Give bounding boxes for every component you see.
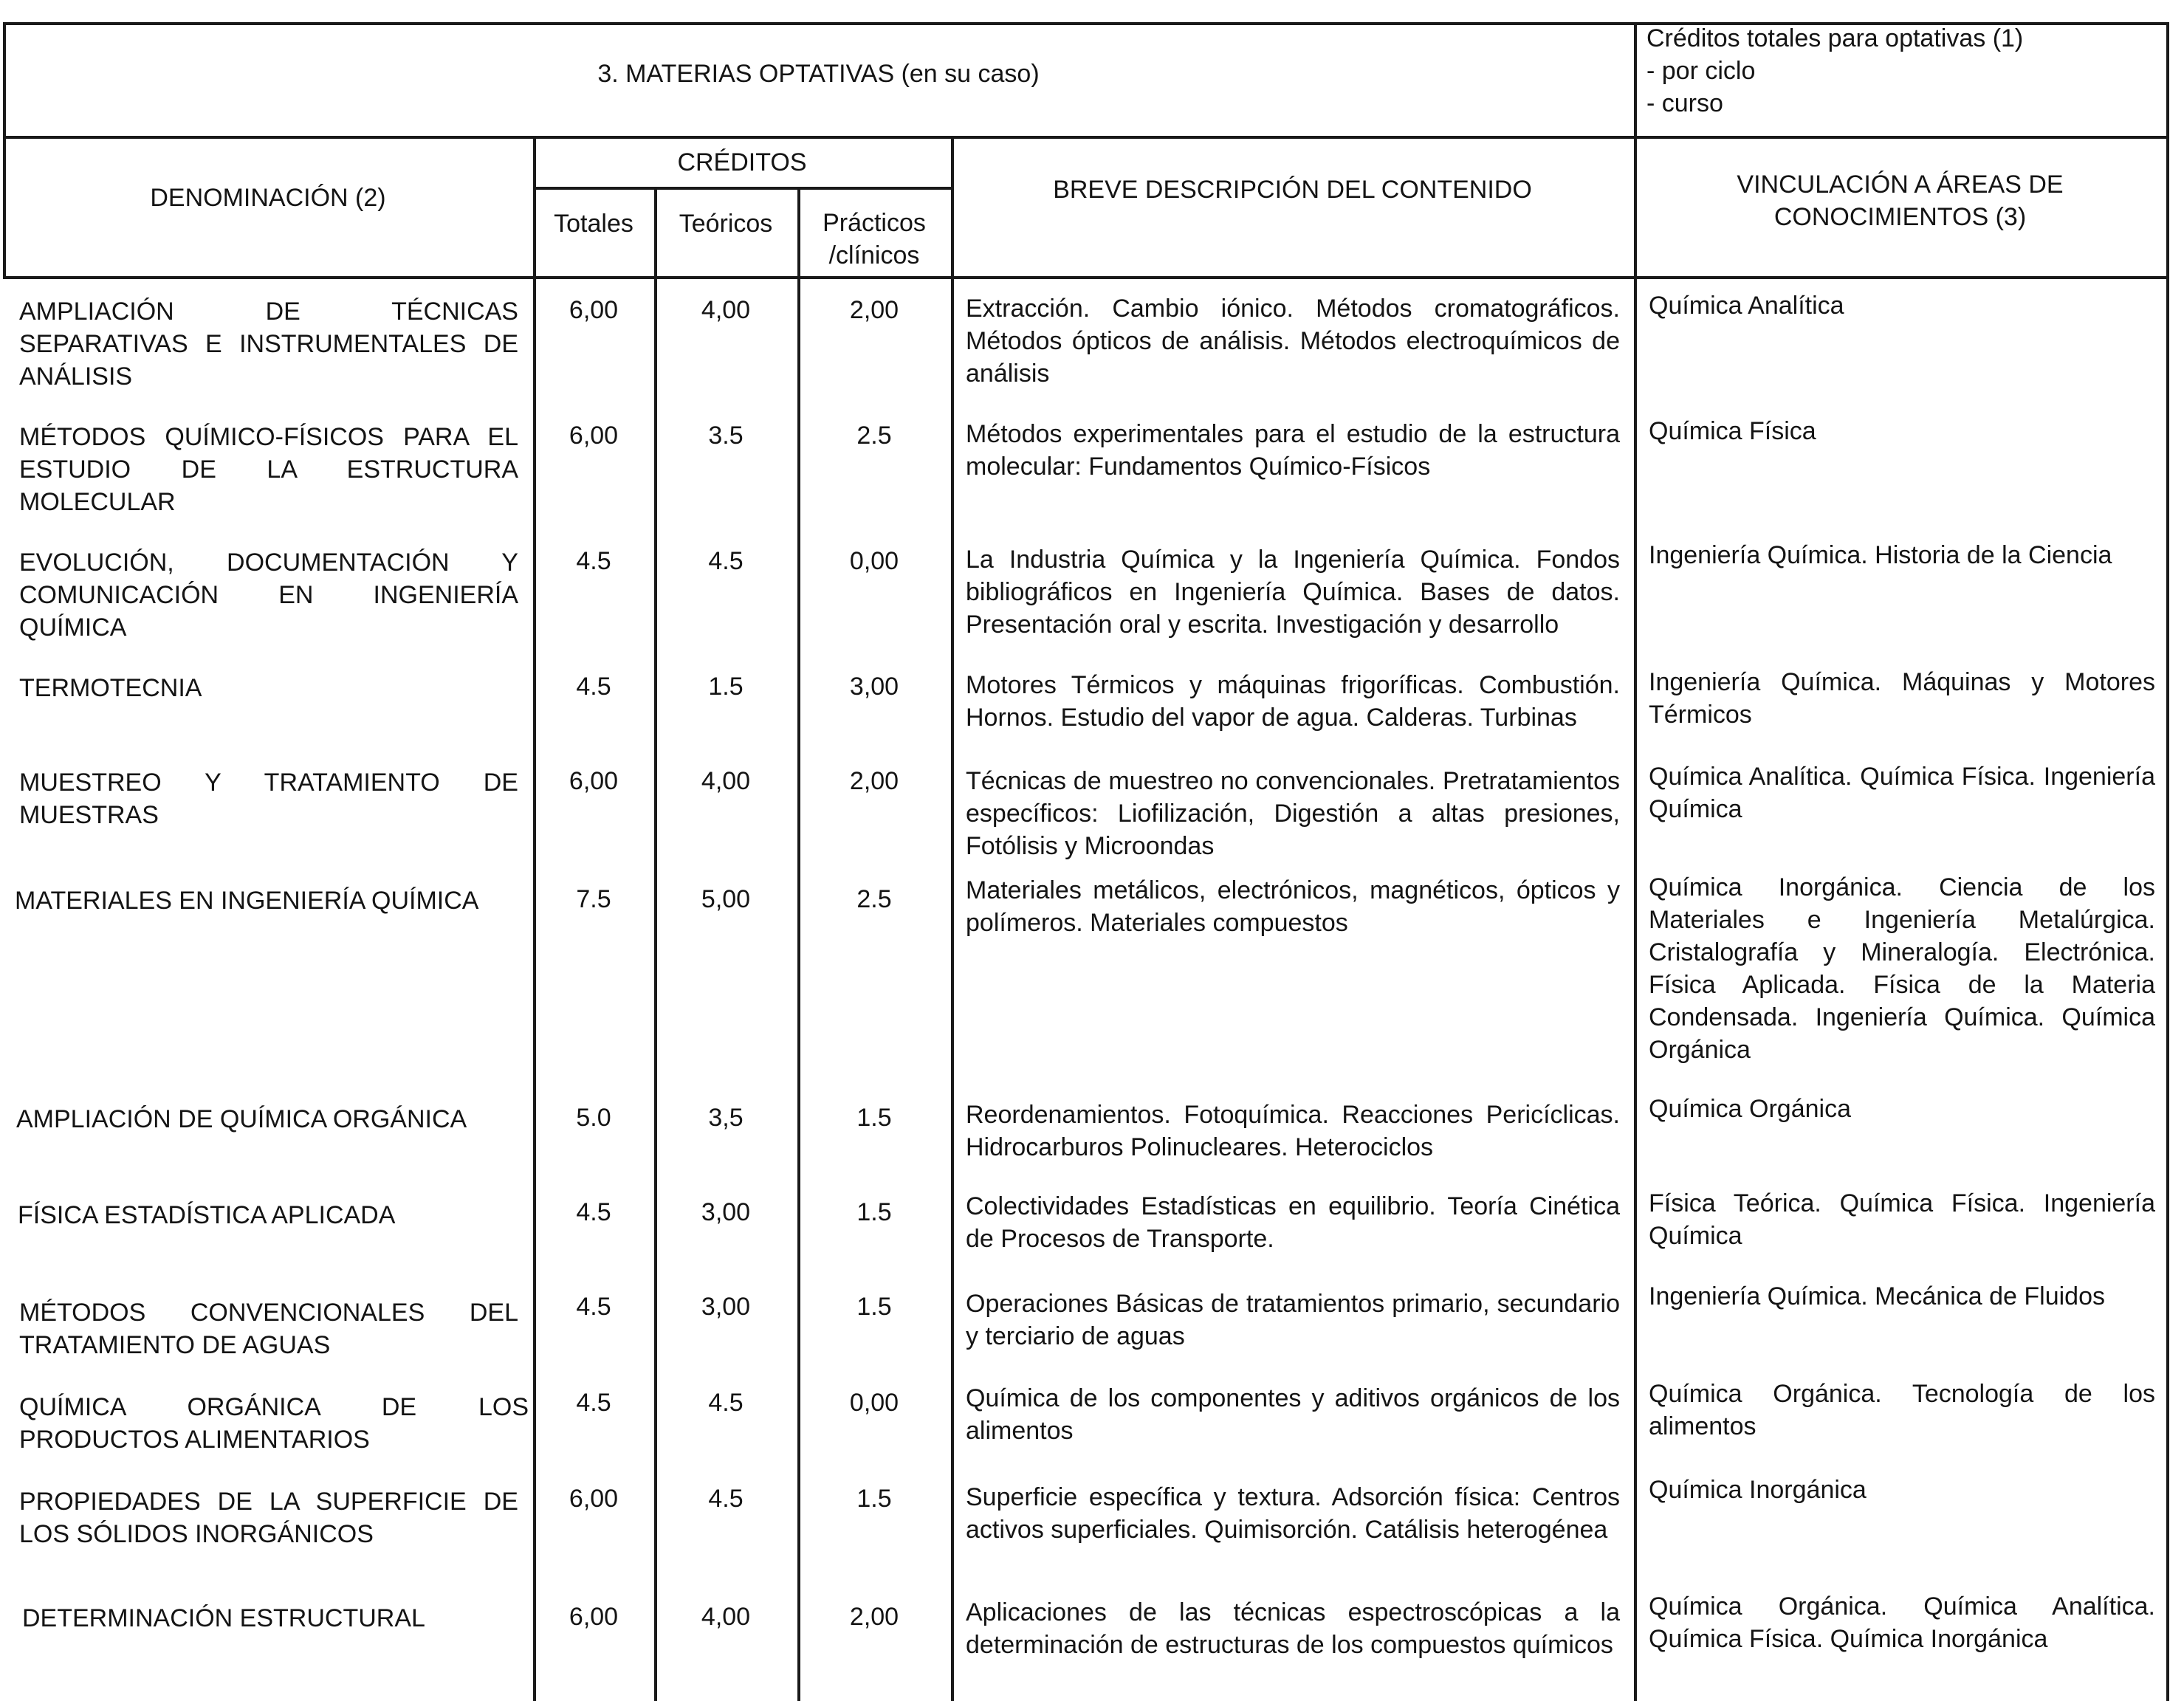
row-teoricos: 3,00 bbox=[701, 1198, 751, 1226]
creditos-subheader-line bbox=[533, 187, 951, 190]
column-header-descripcion: BREVE DESCRIPCIÓN DEL CONTENIDO bbox=[1053, 176, 1532, 204]
row-practicos: 2.5 bbox=[856, 885, 892, 913]
col-divider-descripcion bbox=[951, 136, 954, 1701]
row-practicos: 0,00 bbox=[849, 1389, 899, 1417]
row-totales: 5.0 bbox=[576, 1104, 611, 1132]
row-practicos: 3,00 bbox=[849, 673, 899, 701]
row-totales: 4.5 bbox=[576, 1389, 611, 1417]
column-header-teoricos: Teóricos bbox=[679, 210, 773, 238]
column-header-denominacion: DENOMINACIÓN (2) bbox=[150, 184, 386, 212]
row-descripcion: Reordenamientos. Fotoquímica. Reacciones Pericíclicas. Hidrocarburos Polinucleares. Heterociclos bbox=[966, 1101, 1620, 1161]
row-denominacion: EVOLUCIÓN, DOCUMENTACIÓN Y COMUNICACIÓN EN INGENIERÍA QUÍMICA bbox=[19, 549, 518, 642]
row-descripcion: Colectividades Estadísticas en equilibrio. Teoría Cinética de Procesos de Transporte. bbox=[966, 1192, 1620, 1253]
row-practicos: 2,00 bbox=[849, 296, 899, 324]
row-descripcion: Química de los componentes y aditivos orgánicos de los alimentos bbox=[966, 1384, 1620, 1445]
row-totales: 4.5 bbox=[576, 1293, 611, 1321]
row-practicos: 1.5 bbox=[856, 1485, 892, 1513]
column-header-totales: Totales bbox=[554, 210, 633, 238]
col-divider-teoricos bbox=[797, 187, 800, 1701]
column-header-creditos: CRÉDITOS bbox=[677, 148, 807, 176]
table-right-border bbox=[2166, 22, 2169, 1701]
row-teoricos: 4,00 bbox=[701, 1603, 751, 1631]
row-practicos: 2,00 bbox=[849, 767, 899, 795]
col-divider-vinculacion bbox=[1634, 22, 1637, 1701]
row-totales: 6,00 bbox=[569, 422, 619, 450]
row-area: Química Física bbox=[1649, 417, 1816, 445]
column-header-bottom-line bbox=[3, 276, 2169, 279]
row-denominacion: TERMOTECNIA bbox=[19, 674, 202, 702]
row-totales: 4.5 bbox=[576, 547, 611, 575]
row-totales: 6,00 bbox=[569, 1603, 619, 1631]
row-teoricos: 1.5 bbox=[708, 673, 744, 701]
row-denominacion: MÉTODOS QUÍMICO-FÍSICOS PARA EL ESTUDIO DE LA ESTRUCTURA MOLECULAR bbox=[19, 423, 518, 516]
row-teoricos: 3.5 bbox=[708, 422, 744, 450]
row-teoricos: 4.5 bbox=[708, 547, 744, 575]
row-descripcion: Superficie específica y textura. Adsorción física: Centros activos superficiales. Quimisorción. Catálisis heterogénea bbox=[966, 1483, 1620, 1544]
row-practicos: 1.5 bbox=[856, 1198, 892, 1226]
row-practicos: 0,00 bbox=[849, 547, 899, 575]
row-denominacion: MATERIALES EN INGENIERÍA QUÍMICA bbox=[15, 887, 479, 915]
row-denominacion: PROPIEDADES DE LA SUPERFICIE DE LOS SÓLIDOS INORGÁNICOS bbox=[19, 1488, 518, 1548]
row-area: Química Inorgánica. Ciencia de los Materiales e Ingeniería Metalúrgica. Cristalografía y Mineralogía. Electrónica. Física Aplicada. Física de la Materia Condensada. Ingeniería Química. Química Orgánica bbox=[1649, 873, 2155, 1064]
row-descripcion: Técnicas de muestreo no convencionales. Pretratamientos específicos: Liofilización, Digestión a altas presiones, Fotólisis y Microondas bbox=[966, 767, 1620, 860]
row-area: Química Inorgánica bbox=[1649, 1476, 1867, 1504]
row-totales: 4.5 bbox=[576, 673, 611, 701]
row-area: Química Orgánica. Tecnología de los alimentos bbox=[1649, 1380, 2155, 1440]
row-descripcion: La Industria Química y la Ingeniería Química. Fondos bibliográficos en Ingeniería Química. Bases de datos. Presentación oral y escrita. Investigación y desarrollo bbox=[966, 546, 1620, 639]
row-descripcion: Materiales metálicos, electrónicos, magnéticos, ópticos y polímeros. Materiales compuestos bbox=[966, 876, 1620, 937]
column-header-vinculacion: VINCULACIÓN A ÁREAS DE CONOCIMIENTOS (3) bbox=[1737, 171, 2064, 231]
header-separator-line bbox=[3, 136, 2169, 139]
row-practicos: 1.5 bbox=[856, 1293, 892, 1321]
row-denominacion: QUÍMICA ORGÁNICA DE LOS PRODUCTOS ALIMENTARIOS bbox=[19, 1393, 529, 1454]
row-totales: 6,00 bbox=[569, 1485, 619, 1513]
row-totales: 4.5 bbox=[576, 1198, 611, 1226]
row-practicos: 1.5 bbox=[856, 1104, 892, 1132]
row-denominacion: AMPLIACIÓN DE QUÍMICA ORGÁNICA bbox=[16, 1105, 467, 1133]
row-teoricos: 5,00 bbox=[701, 885, 751, 913]
row-teoricos: 3,00 bbox=[701, 1293, 751, 1321]
row-area: Ingeniería Química. Mecánica de Fluidos bbox=[1649, 1282, 2105, 1310]
optional-credits-box: Créditos totales para optativas (1) - por ciclo - curso bbox=[1646, 24, 2024, 117]
row-descripcion: Aplicaciones de las técnicas espectroscópicas a la determinación de estructuras de los compuestos químicos bbox=[966, 1598, 1620, 1659]
row-denominacion: FÍSICA ESTADÍSTICA APLICADA bbox=[18, 1201, 396, 1229]
col-divider-totales bbox=[654, 187, 657, 1701]
row-area: Ingeniería Química. Historia de la Ciencia bbox=[1649, 541, 2112, 569]
row-area: Física Teórica. Química Física. Ingeniería Química bbox=[1649, 1189, 2155, 1250]
row-descripcion: Operaciones Básicas de tratamientos primario, secundario y terciario de aguas bbox=[966, 1290, 1620, 1350]
row-teoricos: 4.5 bbox=[708, 1485, 744, 1513]
row-area: Química Orgánica bbox=[1649, 1095, 1851, 1123]
row-denominacion: MUESTREO Y TRATAMIENTO DE MUESTRAS bbox=[19, 769, 518, 829]
row-practicos: 2.5 bbox=[856, 422, 892, 450]
column-header-practicos: Prácticos /clínicos bbox=[823, 209, 926, 269]
row-area: Ingeniería Química. Máquinas y Motores Térmicos bbox=[1649, 668, 2155, 729]
row-totales: 6,00 bbox=[569, 767, 619, 795]
row-descripcion: Motores Térmicos y máquinas frigoríficas. Combustión. Hornos. Estudio del vapor de agua. Calderas. Turbinas bbox=[966, 671, 1620, 732]
row-teoricos: 3,5 bbox=[708, 1104, 744, 1132]
row-denominacion: DETERMINACIÓN ESTRUCTURAL bbox=[22, 1604, 425, 1632]
row-area: Química Analítica bbox=[1649, 292, 1844, 320]
row-teoricos: 4,00 bbox=[701, 767, 751, 795]
row-teoricos: 4,00 bbox=[701, 296, 751, 324]
row-area: Química Analítica. Química Física. Ingeniería Química bbox=[1649, 763, 2155, 823]
row-totales: 6,00 bbox=[569, 296, 619, 324]
row-teoricos: 4.5 bbox=[708, 1389, 744, 1417]
col-divider-credits bbox=[533, 136, 536, 1701]
row-denominacion: AMPLIACIÓN DE TÉCNICAS SEPARATIVAS E INSTRUMENTALES DE ANÁLISIS bbox=[19, 298, 518, 391]
row-descripcion: Métodos experimentales para el estudio de la estructura molecular: Fundamentos Químico-Físicos bbox=[966, 420, 1620, 481]
row-area: Química Orgánica. Química Analítica. Química Física. Química Inorgánica bbox=[1649, 1592, 2155, 1653]
row-totales: 7.5 bbox=[576, 885, 611, 913]
row-denominacion: MÉTODOS CONVENCIONALES DEL TRATAMIENTO DE AGUAS bbox=[19, 1299, 518, 1359]
section-title: 3. MATERIAS OPTATIVAS (en su caso) bbox=[597, 60, 1040, 88]
row-practicos: 2,00 bbox=[849, 1603, 899, 1631]
row-descripcion: Extracción. Cambio iónico. Métodos cromatográficos. Métodos ópticos de análisis. Métodos electroquímicos de análisis bbox=[966, 295, 1620, 388]
